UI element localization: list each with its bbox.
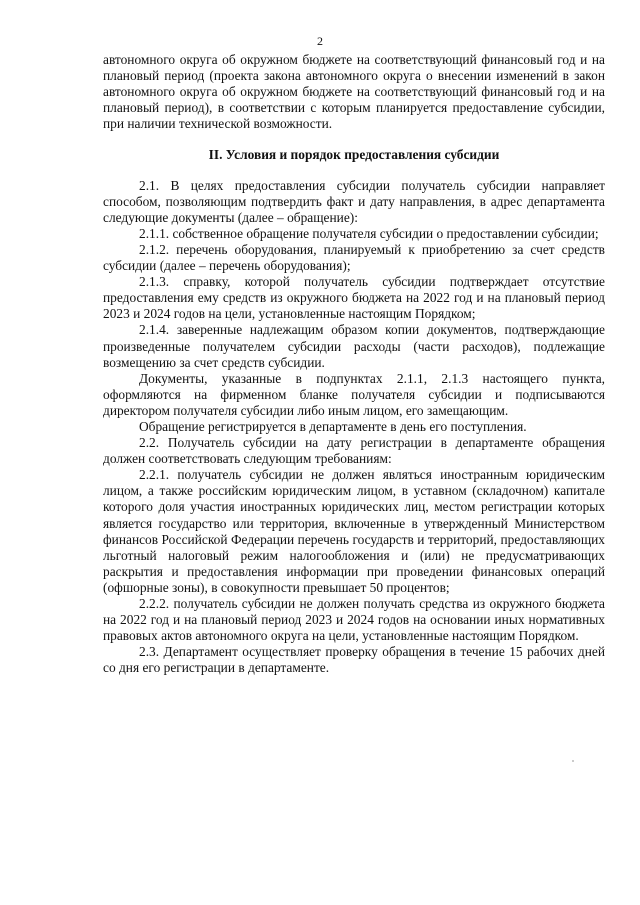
scan-speck bbox=[572, 760, 574, 762]
paragraph-2-2: 2.2. Получатель субсидии на дату регистрации в департаменте обращения должен соответствовать следующим требованиям: bbox=[103, 435, 605, 467]
page-number: 2 bbox=[317, 34, 323, 48]
paragraph-2-2-1: 2.2.1. получатель субсидии не должен являться иностранным юридическим лицом, а также российским юридическим лицом, в уставном (складочном) капитале которого доля участия иностранных юридических лиц, местом регистрации которых является государство или территория, включенные в утвержденный Министерством финансов Российской Федерации перечень государств и территорий, предоставляющих льготный налоговый режим налогообложения и (или) не предусматривающих раскрытия и предоставления информации при проведении финансовых операций (офшорные зоны), в совокупности превышает 50 процентов; bbox=[103, 467, 605, 595]
section-title: II. Условия и порядок предоставления субсидии bbox=[208, 147, 500, 163]
paragraph-2-1-3: 2.1.3. справку, которой получатель субсидии подтверждает отсутствие предоставления ему средств из окружного бюджета на 2022 год и на плановый период 2023 и 2024 годов на цели, установленные настоящим Порядком; bbox=[103, 274, 605, 322]
paragraph-2-1-4: 2.1.4. заверенные надлежащим образом копии документов, подтверждающие произведенные получателем субсидии расходы (части расходов), подлежащие возмещению за счет средств субсидии. bbox=[103, 322, 605, 370]
paragraph-documents: Документы, указанные в подпунктах 2.1.1, 2.1.3 настоящего пункта, оформляются на фирменном бланке получателя субсидии и подписываются директором получателя субсидии либо иным лицом, его замещающим. bbox=[103, 370, 605, 418]
continuation-paragraph: автономного округа об окружном бюджете на соответствующий финансовый год и на плановый период (проекта закона автономного округа о внесении изменений в закон автономного округа об окружном бюджете на соответствующий финансовый год и на плановый период), в соответствии с которым планируется предоставление субсидии, при наличии технической возможности. bbox=[103, 52, 605, 132]
paragraph-2-1-1: 2.1.1. собственное обращение получателя субсидии о предоставлении субсидии; bbox=[139, 225, 599, 241]
paragraph-2-1: 2.1. В целях предоставления субсидии получатель субсидии направляет способом, позволяющим подтвердить факт и дату направления, в адрес департамента следующие документы (далее – обращение): bbox=[103, 177, 605, 225]
paragraph-2-1-2: 2.1.2. перечень оборудования, планируемый к приобретению за счет средств субсидии (далее – перечень оборудования); bbox=[103, 241, 605, 274]
paragraph-registration: Обращение регистрируется в департаменте в день его поступления. bbox=[139, 418, 527, 434]
paragraph-2-3: 2.3. Департамент осуществляет проверку обращения в течение 15 рабочих дней со дня его регистрации в департаменте. bbox=[103, 644, 605, 676]
paragraph-2-2-2: 2.2.2. получатель субсидии не должен получать средства из окружного бюджета на 2022 год и на плановый период 2023 и 2024 годов на основании иных нормативных правовых актов автономного округа на цели, установленные настоящим Порядком. bbox=[103, 596, 605, 644]
document-body bbox=[103, 52, 605, 676]
